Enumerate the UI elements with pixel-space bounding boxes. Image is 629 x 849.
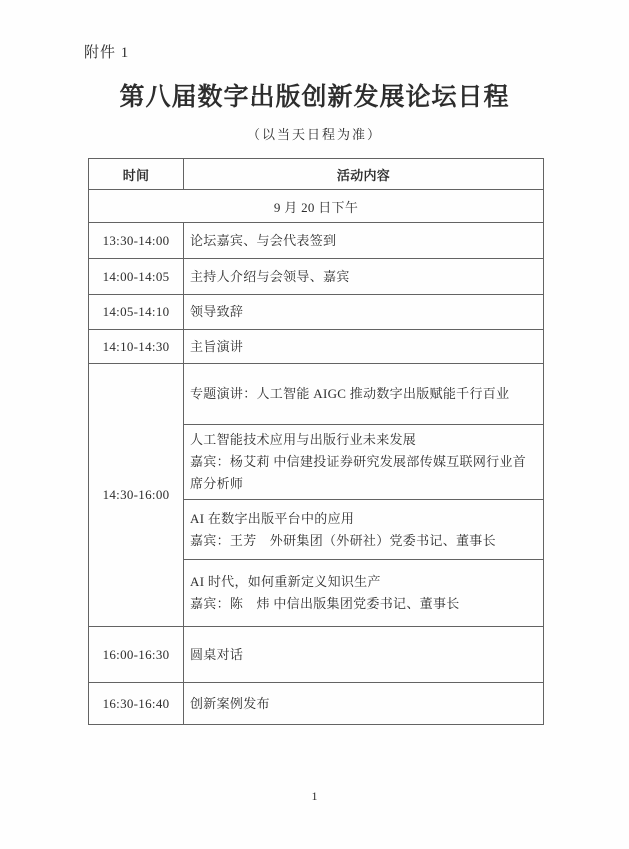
session-cell xyxy=(184,364,544,425)
header-row xyxy=(89,159,544,190)
time-cell-merged: 14:30-16:00 xyxy=(89,364,184,627)
table-row xyxy=(89,223,544,259)
activity-cell: 创新案例发布 xyxy=(184,683,544,725)
table-row-merged xyxy=(89,364,544,425)
table-row xyxy=(89,627,544,683)
date-row xyxy=(89,190,544,223)
session-title: 专题演讲：人工智能 AIGC 推动数字出版赋能千行百业 xyxy=(190,386,510,401)
content-column-header: 活动内容 xyxy=(184,159,544,190)
table-row xyxy=(89,683,544,725)
activity-cell: 圆桌对话 xyxy=(184,627,544,683)
date-header-cell: 9 月 20 日下午 xyxy=(89,190,544,223)
session-title: AI 在数字出版平台中的应用 xyxy=(190,510,355,526)
time-cell: 14:00-14:05 xyxy=(89,259,184,295)
attachment-label: 附件 1 xyxy=(84,45,130,61)
session-cell xyxy=(184,500,544,560)
session-cell xyxy=(184,425,544,500)
session-title: 人工智能技术应用与出版行业未来发展 xyxy=(190,432,417,447)
agenda-table xyxy=(88,158,544,725)
table-row xyxy=(89,330,544,364)
activity-cell: 领导致辞 xyxy=(184,295,544,330)
document-subtitle: （以当天日程为准） xyxy=(246,127,382,142)
time-cell: 16:00-16:30 xyxy=(89,627,184,683)
activity-cell: 主持人介绍与会领导、嘉宾 xyxy=(184,259,544,295)
time-cell: 13:30-14:00 xyxy=(89,223,184,259)
session-title: AI 时代，如何重新定义知识生产 xyxy=(190,574,381,589)
time-cell: 16:30-16:40 xyxy=(89,683,184,725)
document-title: 第八届数字出版创新发展论坛日程 xyxy=(119,84,510,111)
time-cell: 14:05-14:10 xyxy=(89,295,184,330)
activity-cell: 主旨演讲 xyxy=(184,330,544,364)
time-column-header: 时间 xyxy=(89,159,184,190)
table-row xyxy=(89,259,544,295)
page-number: 1 xyxy=(311,789,318,803)
table-row xyxy=(89,295,544,330)
session-guest: 嘉宾：陈 炜 中信出版集团党委书记、董事长 xyxy=(190,596,460,611)
time-cell: 14:10-14:30 xyxy=(89,330,184,364)
session-guest: 嘉宾：王芳 外研集团（外研社）党委书记、董事长 xyxy=(190,532,496,548)
session-cell xyxy=(184,560,544,627)
session-guest: 嘉宾：杨艾莉 中信建投证券研究发展部传媒互联网行业首席分析师 xyxy=(190,454,527,491)
activity-cell: 论坛嘉宾、与会代表签到 xyxy=(184,223,544,259)
